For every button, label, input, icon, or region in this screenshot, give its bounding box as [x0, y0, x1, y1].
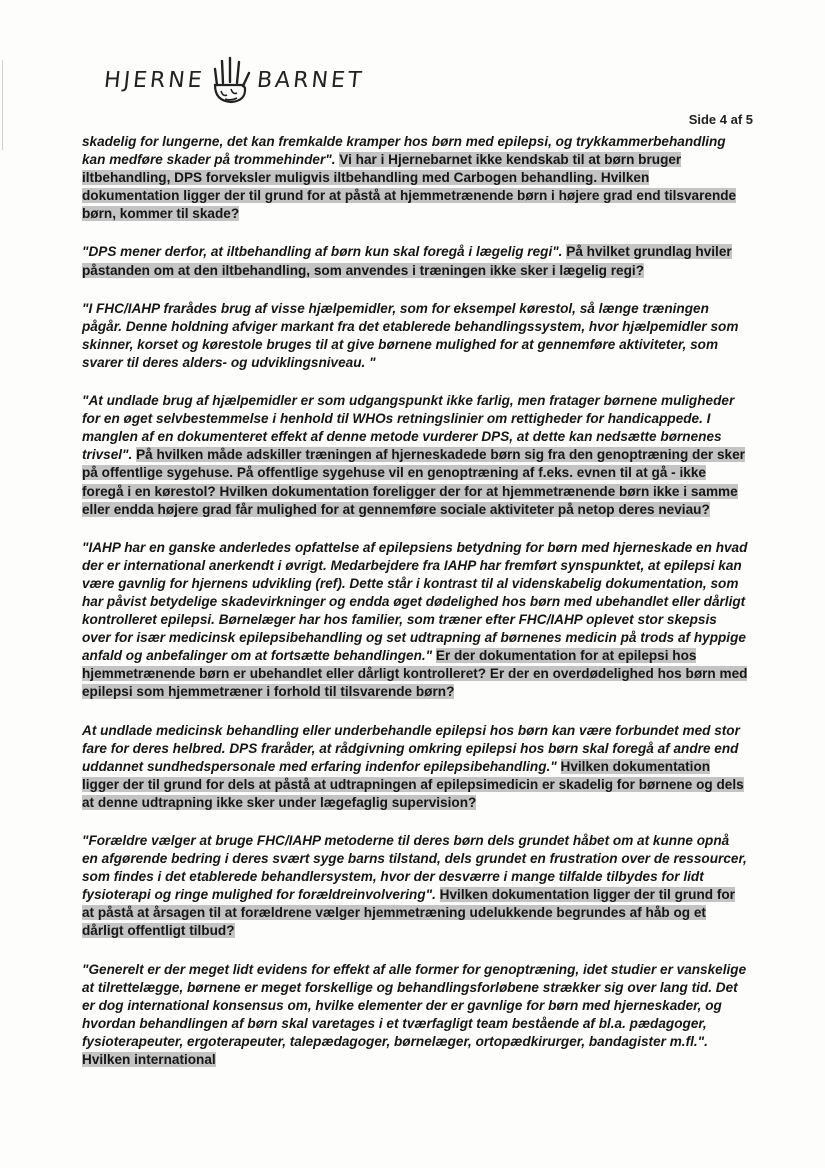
quoted-text: skadelig for lungerne, det kan fremkalde kramper hos børn med epilepsi, og trykkammerbehandling kan medføre skader på trommehinder".	[82, 134, 726, 168]
highlighted-question: Vi har i Hjernebarnet ikke kendskab til at børn bruger iltbehandling, DPS forveksler muligvis iltbehandling med Carbogen behandling. Hvilken dokumentation ligger der til grund for at påstå at hjemmetrænende børn i højere grad end tilsvarende børn, kommer til skade?	[82, 152, 737, 222]
paragraph-4	[82, 392, 748, 519]
highlighted-question: Hvilken dokumentation ligger der til grund for dels at påstå at udtrapningen af epilepsimedicin er skadelig for børnene og dels at denne udtrapning ikke sker under lægefaglig supervision?	[82, 758, 744, 810]
paragraph-5	[82, 539, 748, 702]
quoted-text: At undlade medicinsk behandling eller underbehandle epilepsi hos børn kan være forbundet med stor fare for deres helbred. DPS fraråder, at rådgivning omkring epilepsi hos børn skal foregå af andre end uddannet sundhedspersonale med erfaring indenfor epilepsibehandling."	[82, 722, 740, 774]
quoted-text: "Forældre vælger at bruge FHC/IAHP metoderne til deres børn dels grundet håbet om at kunne opnå en afgørende bedring i deres svært syge barns tilstand, dels grundet en frustration over de ressourcer, som findes i det etablerede behandlersystem, hvor der desværre i mange tilfalde tilbydes for lidt fysioterapi og ringe mulighed for forældreinvolvering".	[82, 833, 747, 903]
paragraph-6	[82, 722, 748, 812]
hand-icon	[209, 55, 253, 105]
highlighted-question: Hvilken dokumentation ligger der til grund for at påstå at årsagen til at forældrene vælger hjemmetræning udelukkende begrundes af håb og et dårligt offentligt tilbud?	[82, 887, 735, 939]
highlighted-question: Hvilken international	[82, 1052, 216, 1068]
quoted-text: "IAHP har en ganske anderledes opfattelse af epilepsiens betydning for børn med hjerneskade en hvad der er international anerkendt i øvrigt. Medarbejdere fra IAHP har fremført synspunktet, at epilepsi kan være gavnlig for hjernens udvikling (ref). Dette står i kontrast til al videnskabelig dokumentation, som har påvist betydelige skadevirkninger og endda øget dødelighed hos børn med ubehandlet eller dårligt kontrolleret epilepsi. Børnelæger har hos familier, som træner efter FHC/IAHP oplevet stor skepsis over for især medicinsk epilepsibehandling og set udtrapning af børnenes medicin på trods af hyppige anfald og anbefalinger om at fortsætte behandlingen."	[82, 539, 748, 664]
paragraph-1	[82, 133, 748, 223]
document-body	[82, 133, 748, 1089]
scan-edge-mark	[2, 60, 3, 150]
page-number: Side 4 af 5	[688, 112, 753, 127]
paragraph-2	[82, 243, 748, 279]
quoted-text: "DPS mener derfor, at iltbehandling af børn kun skal foregå i lægelig regi".	[82, 244, 563, 260]
paragraph-7	[82, 832, 748, 941]
quoted-text: "Generelt er der meget lidt evidens for effekt af alle former for genoptræning, idet studier er vanskelige at tilrettelægge, børnene er meget forskellige og behandlingsforløbene strækker sig over lang tid. Det er dog international konsensus om, hvilke elementer der er gavnlige for børn med hjerneskader, og hvordan behandlingen af børn skal varetages i et tværfagligt team bestående af bl.a. pædagoger, fysioterapeuter, ergoterapeuter, talepædagoger, børnelæger, ortopædkirurger, bandagister m.fl.".	[82, 961, 747, 1049]
logo-word-right: BARNET	[255, 67, 366, 93]
highlighted-question: Er der dokumentation for at epilepsi hos hjemmetrænende børn er ubehandlet eller dårligt kontrolleret? Er der en overdødelighed hos børn med epilepsi som hjemmetræner i forhold til tilsvarende børn?	[82, 648, 748, 700]
hjernebarnet-logo	[104, 54, 364, 106]
logo-word-left: HJERNE	[102, 67, 206, 93]
highlighted-question: På hvilket grundlag hviler påstanden om at den iltbehandling, som anvendes i træningen ikke sker i lægelig regi?	[82, 244, 732, 278]
paragraph-3	[82, 300, 748, 372]
quoted-text: "I FHC/IAHP frarådes brug af visse hjælpemidler, som for eksempel kørestol, så længe træningen pågår. Denne holdning afviger markant fra det etablerede behandlingssystem, hvor hjælpemidler som skinner, korset og kørestole bruges til at give børnene mulighed for at gennemføre aktiviteter, som svarer til deres alders- og udviklingsniveau. "	[82, 300, 739, 370]
paragraph-8	[82, 961, 748, 1070]
quoted-text: "At undlade brug af hjælpemidler er som udgangspunkt ikke farlig, men fratager børnene muligheder for en øget selvbestemmelse i henhold til WHOs retningslinier om rettigheder for handicappede. I manglen af en dokumenteret effekt af denne metode vurderer DPS, at dette kan nedsætte børnenes trivsel".	[82, 393, 735, 463]
highlighted-question: På hvilken måde adskiller træningen af hjerneskadede børn sig fra den genoptræning der sker på offentlige sygehuse. På offentlige sygehuse vil en genoptræning af f.eks. evnen til at gå - ikke foregå i en kørestol? Hvilken dokumentation foreligger der for at hjemmetrænende børn ikke i samme eller endda højere grad får mulighed for at gennemføre sociale aktiviteter på netop deres neviau?	[82, 447, 745, 517]
